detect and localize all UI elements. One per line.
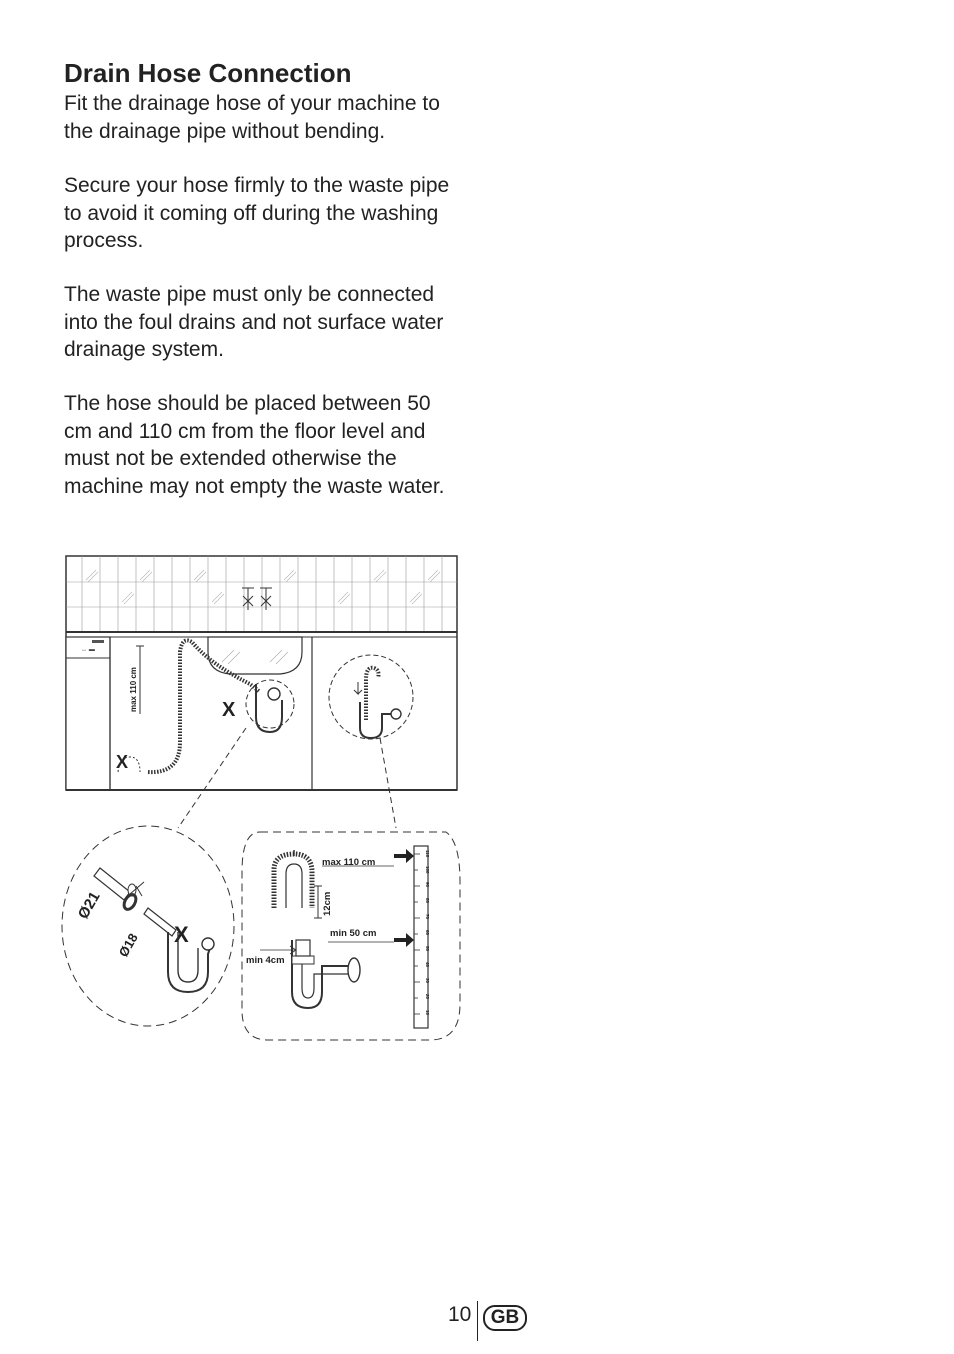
ruler-tick-70: 70 xyxy=(425,914,430,920)
ruler-tick-90: 90 xyxy=(425,882,430,888)
detail-min-height-label: min 50 cm xyxy=(330,928,377,939)
ruler-tick-60: 60 xyxy=(425,930,430,936)
fitting-detail-circle xyxy=(62,826,234,1026)
ruler-tick-80: 80 xyxy=(425,898,430,904)
drain-hose-illustration xyxy=(60,552,464,1047)
min-gap-label: min 4cm xyxy=(246,955,285,966)
paragraph-foul-drains: The waste pipe must only be connected into the foul drains and not surface water drainage system. xyxy=(64,283,444,361)
loop-height-label: 12cm xyxy=(322,891,333,916)
cross-mark-floor: X xyxy=(116,752,129,772)
min-height-arrow xyxy=(394,933,414,947)
diameter-small-label: Ø18 xyxy=(115,930,141,960)
paragraph-hose-height: The hose should be placed between 50 cm and 110 cm from the floor level and must not be extended otherwise the machine may not empty the waste water. xyxy=(64,392,445,498)
washing-machine xyxy=(66,637,110,790)
max-height-arrow xyxy=(394,849,414,863)
cross-mark: X xyxy=(222,699,236,721)
max-height-label: max 110 cm xyxy=(129,667,138,712)
hose-loop xyxy=(274,854,312,908)
paragraph-secure-hose: Secure your hose firmly to the waste pipe to avoid it coming off during the washing process. xyxy=(64,174,450,252)
paragraph-fit-hose: Fit the drainage hose of your machine to the drainage pipe without bending. xyxy=(64,92,440,143)
svg-text:↔ ▬: ↔ ▬ xyxy=(81,647,95,653)
ruler-tick-40: 40 xyxy=(425,962,430,968)
ruler-tick-20: 20 xyxy=(425,994,430,1000)
page-number: 10 xyxy=(448,1303,472,1326)
hose-fitting-small xyxy=(144,908,176,936)
page-title: Drain Hose Connection xyxy=(64,58,352,88)
detail-max-label: max 110 cm xyxy=(322,857,376,868)
country-badge: GB xyxy=(483,1305,527,1331)
ruler-tick-30: 30 xyxy=(425,978,430,984)
ruler-tick-10: 10 xyxy=(425,1010,430,1016)
ruler-tick-50: 50 xyxy=(425,946,430,952)
ruler-tick-100: 100 xyxy=(425,866,430,874)
ruler-tick-110: 110 xyxy=(425,850,430,858)
cross-mark-detail: X xyxy=(174,922,189,947)
diameter-large-label: Ø21 xyxy=(74,888,104,922)
footer-divider xyxy=(477,1301,478,1341)
